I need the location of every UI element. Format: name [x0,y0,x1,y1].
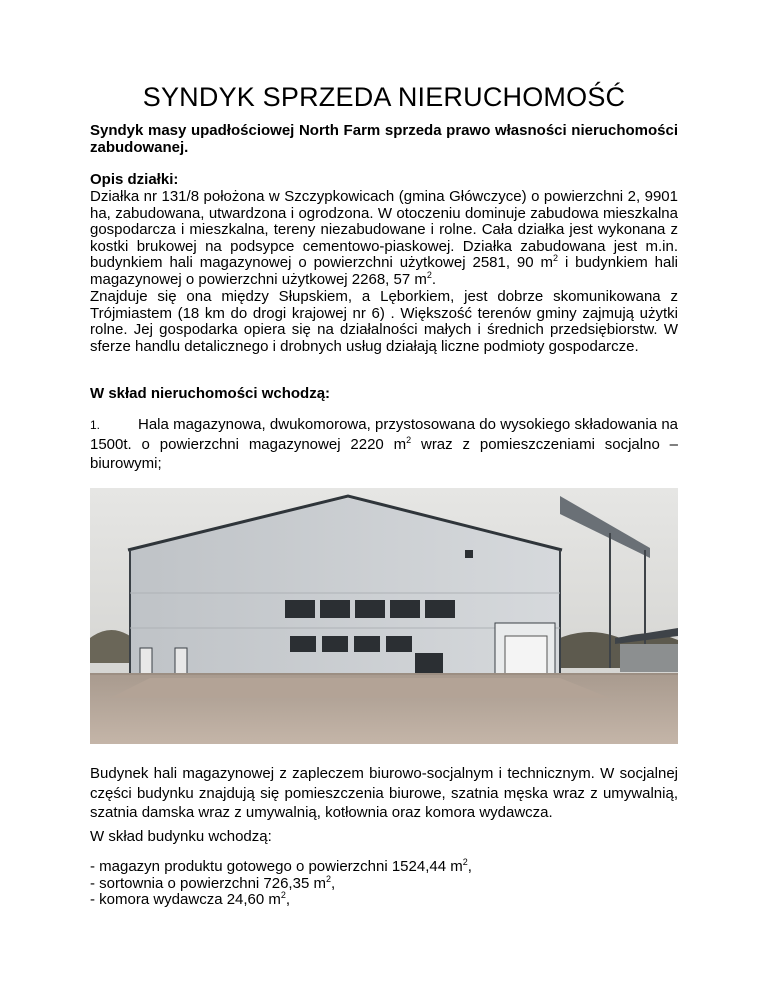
superscript-2: 2 [553,253,559,264]
plot-text-part-2: i budynkiem hali magazynowej o powierzchni użytkowej 2268, 57 m [90,254,678,288]
superscript-2: 2 [406,435,412,445]
plot-description [90,189,678,289]
list-item: - komora wydawcza 24,60 $m^2$, [90,890,291,909]
superscript-2: 2 [426,269,432,280]
list-item: - magazyn produktu gotowego o powierzchni 1524,44 $m^2$, [90,857,472,875]
component-item-1 [90,415,678,473]
plot-text-part-1: Działka nr 131/8 położona w Szczypkowicach (gmina Główczyce) o powierzchni 2, 9901 ha, zabudowana, utwardzona i ogrodzona. W otoczeniu dominuje zabudowa mieszkalna gospodarcza i mieszkalna, tereny niezabudowane i rolne. Cała działka jest wykonana z kostki brukowej na podsypce cementowo-piaskowej. Działka zabudowana jest m.in. budynkiem hali magazynowej o powierzchni użytkowej 2581, 90 m [90,188,678,272]
plot-heading: Opis działki: [90,171,179,188]
list-item: - sortownia o powierzchni 726,35 $m^2$, [90,873,336,892]
location-description: Znajduje się ona między Słupskiem, a Lęborkiem, jest dobrze skomunikowana z Trójmiastem (18 km do drogi krajowej nr 6) . Większość terenów gminy zajmują użytki rolne. Jej gospodarka opiera się na działalności małych i średnich przedsiębiorstw. W sferze handlu detalicznego i drobnych usług działają liczne podmioty gospodarcze. [90,288,678,355]
plot-text-part-3: . [431,270,437,288]
superscript-2: 2 [280,890,286,901]
contents-heading: W skład budynku wchodzą: [90,828,272,845]
superscript-2: 2 [462,857,468,867]
item-text-part-1: Hala magazynowa, dwukomorowa, przystosowana do wysokiego składowania na 1500t. o powierzchni magazynowej 2220 m [90,416,678,453]
superscript-2: 2 [325,873,331,884]
page-title: SYNDYK SPRZEDA NIERUCHOMOŚĆ [142,82,626,112]
warehouse-photo [90,488,678,744]
item-number: 1. [90,418,101,432]
building-description: Budynek hali magazynowej z zapleczem biurowo-socjalnym i technicznym. W socjalnej części budynku znajdują się pomieszczenia biurowe, szatnia męska wraz z umywalnią, szatnia damska wraz z umywalnią, kotłownia oraz komora wydawcza. [90,765,678,821]
components-heading: W skład nieruchomości wchodzą: [90,385,331,402]
item-text-part-2: wraz z pomieszczeniami socjalno – biurowymi; [90,436,678,472]
contents-list [90,859,678,909]
intro-paragraph: Syndyk masy upadłościowej North Farm sprzeda prawo własności nieruchomości zabudowanej. [90,122,678,156]
